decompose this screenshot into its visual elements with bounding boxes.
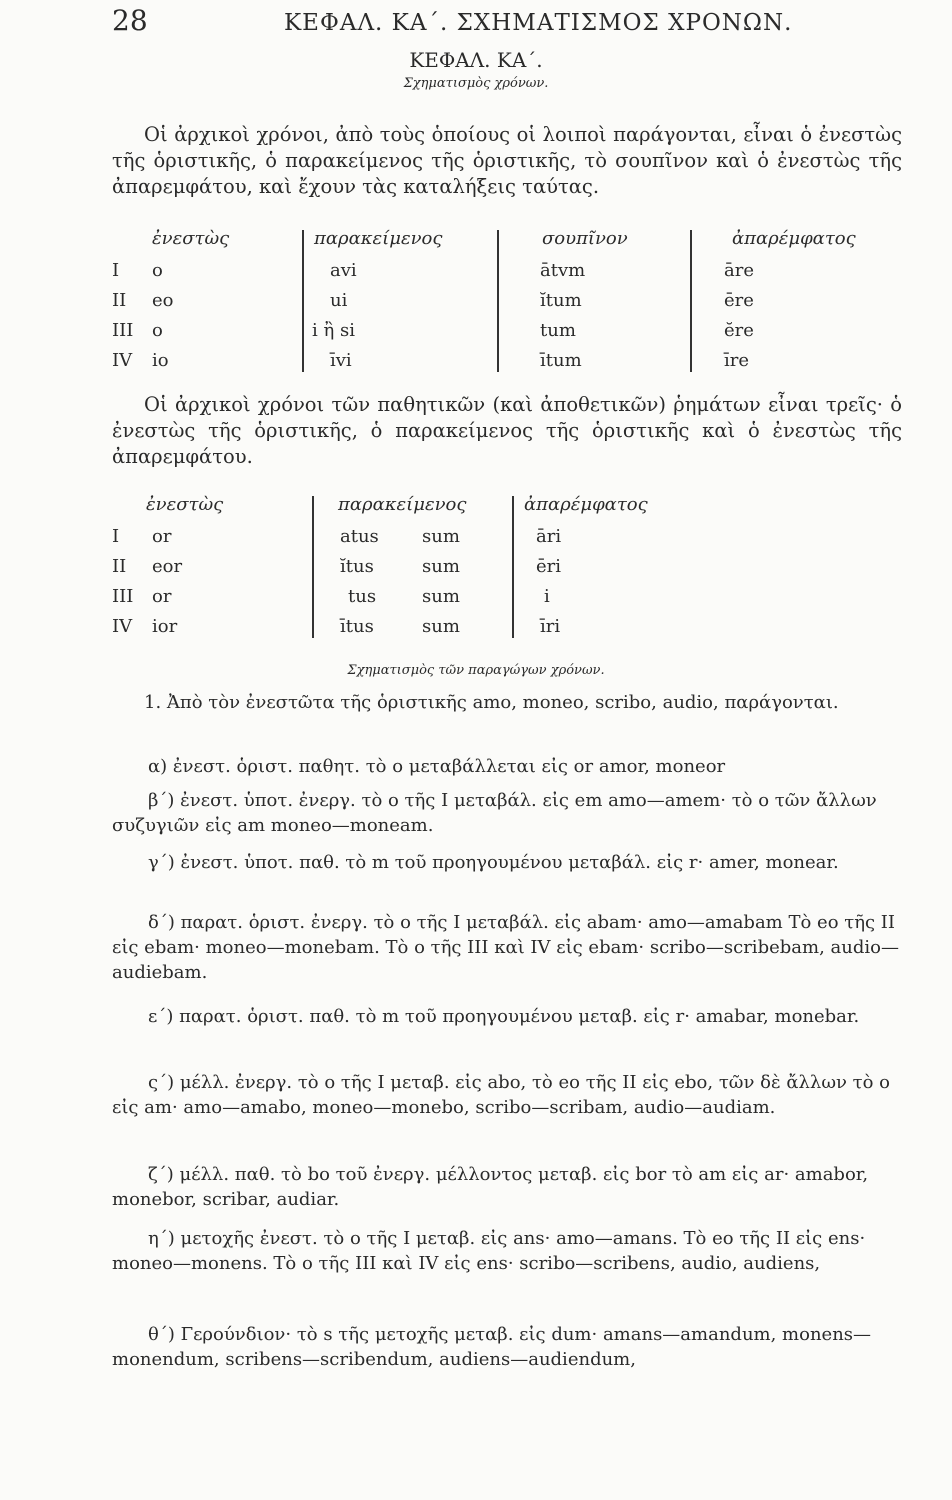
table-cell: eor bbox=[152, 556, 183, 577]
table-cell: tus bbox=[348, 586, 377, 607]
table-cell: ĭtus bbox=[340, 556, 374, 577]
rule-item bbox=[112, 1162, 902, 1212]
table-cell: ītus bbox=[340, 616, 374, 637]
column-divider bbox=[512, 496, 514, 638]
rule-item-text: γ΄) ἐνεστ. ὑποτ. παθ. τὸ m τοῦ προηγουμένου μεταβάλ. εἰς r· amer, monear. bbox=[148, 852, 839, 873]
table-row-num: I bbox=[112, 526, 120, 547]
table-cell: ēri bbox=[536, 556, 562, 577]
chapter-subtitle: Σχηματισμὸς χρόνων. bbox=[403, 76, 549, 91]
rule-item bbox=[112, 1004, 902, 1029]
table-row-num: II bbox=[112, 556, 127, 577]
table-row-num: II bbox=[112, 290, 127, 311]
rule-text: 1. Ἀπὸ τὸν ἐνεστῶτα τῆς ὁριστικῆς amo, moneo, scribo, audio, παράγονται. bbox=[144, 692, 839, 713]
table-cell: ātvm bbox=[540, 260, 586, 281]
table-cell: or bbox=[152, 586, 172, 607]
table-cell: o bbox=[152, 320, 163, 341]
rule-item bbox=[112, 754, 902, 779]
rule-item bbox=[112, 850, 902, 875]
rule-item-text: ε΄) παρατ. ὁριστ. παθ. τὸ m τοῦ προηγουμένου μεταβ. εἰς r· amabar, monebar. bbox=[148, 1006, 860, 1027]
table-cell: atus bbox=[340, 526, 379, 547]
header-infinitive: ἀπαρέμφατος bbox=[524, 494, 648, 515]
table-cell: ītum bbox=[540, 350, 582, 371]
rule-item-text: η΄) μετοχῆς ἐνεστ. τὸ o τῆς I μεταβ. εἰς ans· amo—amans. Τὸ eo τῆς II εἰς ens· moneo—monens. Τὸ o τῆς III καὶ IV εἰς ens· scribo—scribens, audio, audiens, bbox=[112, 1228, 866, 1274]
column-divider bbox=[690, 230, 692, 372]
table-cell: eo bbox=[152, 290, 174, 311]
table-cell: i ἢ si bbox=[312, 320, 355, 341]
rule-item-text: ς΄) μέλλ. ἐνεργ. τὸ o τῆς I μεταβ. εἰς abo, τὸ eo τῆς II εἰς ebo, τῶν δὲ ἄλλων τὸ o εἰς am· amo—amabo, moneo—monebo, scribo—scribam, audio—audiam. bbox=[112, 1072, 891, 1118]
table-cell: sum bbox=[422, 526, 460, 547]
column-divider bbox=[302, 230, 304, 372]
table-cell: io bbox=[152, 350, 169, 371]
header-perfect: παρακείμενος bbox=[338, 494, 467, 515]
intro-paragraph-text: Οἱ ἀρχικοὶ χρόνοι, ἀπὸ τοὺς ὁποίους οἱ λοιποὶ παράγονται, εἶναι ὁ ἐνεστὼς τῆς ὁριστικῆς, ὁ παρακείμενος τῆς ὁριστικῆς, τὸ σουπῖνον καὶ ὁ ἐνεστὼς τῆς ἀπαρεμφάτου, καὶ ἔχουν τὰς καταλήξεις ταύτας. bbox=[112, 123, 902, 198]
rule-item bbox=[112, 1226, 902, 1276]
passive-paragraph bbox=[112, 392, 902, 470]
rule-item-text: β΄) ἐνεστ. ὑποτ. ἐνεργ. τὸ o τῆς I μεταβάλ. εἰς em amo—amem· τὸ o τῶν ἄλλων συζυγιῶν εἰς am moneo—moneam. bbox=[112, 790, 877, 836]
table-cell: īvi bbox=[330, 350, 352, 371]
table-row-num: IV bbox=[112, 350, 133, 371]
table-cell: īre bbox=[724, 350, 750, 371]
table-cell: avi bbox=[330, 260, 357, 281]
active-endings-table bbox=[112, 228, 902, 378]
table-cell: sum bbox=[422, 586, 460, 607]
table-cell: i bbox=[544, 586, 550, 607]
running-title: ΚΕΦΑΛ. ΚΑ΄. ΣΧΗΜΑΤΙΣΜΟΣ ΧΡΟΝΩΝ. bbox=[284, 10, 793, 36]
header-infinitive: ἀπαρέμφατος bbox=[732, 228, 856, 249]
rule-item-text: θ΄) Γερούνδιον· τὸ s τῆς μετοχῆς μεταβ. εἰς dum· amans—amandum, monens—monendum, scribens—scribendum, audiens—audiendum, bbox=[112, 1324, 872, 1370]
intro-paragraph bbox=[112, 122, 902, 200]
table-cell: tum bbox=[540, 320, 576, 341]
rule-item-text: ζ΄) μέλλ. παθ. τὸ bo τοῦ ἐνεργ. μέλλοντος μεταβ. εἰς bor τὸ am εἰς ar· amabor, monebor, scribar, audiar. bbox=[112, 1164, 869, 1210]
page-number: 28 bbox=[112, 4, 148, 37]
table-cell: āre bbox=[724, 260, 754, 281]
table-cell: īri bbox=[540, 616, 561, 637]
running-head bbox=[112, 4, 912, 40]
rule-item-text: α) ἐνεστ. ὁριστ. παθητ. τὸ o μεταβάλλεται εἰς or amor, moneor bbox=[148, 756, 726, 777]
rule-item bbox=[112, 1322, 902, 1372]
table-row-num: IV bbox=[112, 616, 133, 637]
table-row-num: III bbox=[112, 586, 134, 607]
table-cell: o bbox=[152, 260, 163, 281]
table-cell: āri bbox=[536, 526, 562, 547]
section-caption: Σχηματισμὸς τῶν παραγώγων χρόνων. bbox=[347, 663, 605, 678]
table-cell: or bbox=[152, 526, 172, 547]
table-cell: ĭtum bbox=[540, 290, 582, 311]
header-perfect: παρακείμενος bbox=[314, 228, 443, 249]
column-divider bbox=[497, 230, 499, 372]
passive-paragraph-text: Οἱ ἀρχικοὶ χρόνοι τῶν παθητικῶν (καὶ ἀποθετικῶν) ῥημάτων εἶναι τρεῖς· ὁ ἐνεστὼς τῆς ὁριστικῆς, ὁ παρακείμενος τῆς ὁριστικῆς καὶ ὁ ἐνεστὼς τῆς ἀπαρεμφάτου. bbox=[112, 393, 902, 468]
table-cell: sum bbox=[422, 616, 460, 637]
table-row-num: I bbox=[112, 260, 120, 281]
table-cell: ior bbox=[152, 616, 178, 637]
header-present: ἐνεστὼς bbox=[146, 494, 224, 515]
table-row-num: III bbox=[112, 320, 134, 341]
table-cell: sum bbox=[422, 556, 460, 577]
chapter-title: ΚΕΦΑΛ. ΚΑ΄. bbox=[409, 48, 543, 72]
rule-item bbox=[112, 910, 902, 985]
table-cell: ui bbox=[330, 290, 348, 311]
header-present: ἐνεστὼς bbox=[152, 228, 230, 249]
header-supine: σουπῖνον bbox=[542, 228, 628, 249]
rule-paragraph bbox=[112, 690, 902, 715]
rule-item-text: δ΄) παρατ. ὁριστ. ἐνεργ. τὸ o τῆς I μεταβάλ. εἰς abam· amo—amabam Τὸ eo τῆς II εἰς ebam· moneo—monebam. Τὸ o τῆς III καὶ IV εἰς ebam· scribo—scribebam, audio—audiebam. bbox=[112, 912, 899, 983]
table-cell: ēre bbox=[724, 290, 754, 311]
column-divider bbox=[312, 496, 314, 638]
passive-endings-table bbox=[112, 494, 902, 644]
rule-item bbox=[112, 788, 902, 838]
rule-item bbox=[112, 1070, 902, 1120]
table-cell: ĕre bbox=[724, 320, 754, 341]
